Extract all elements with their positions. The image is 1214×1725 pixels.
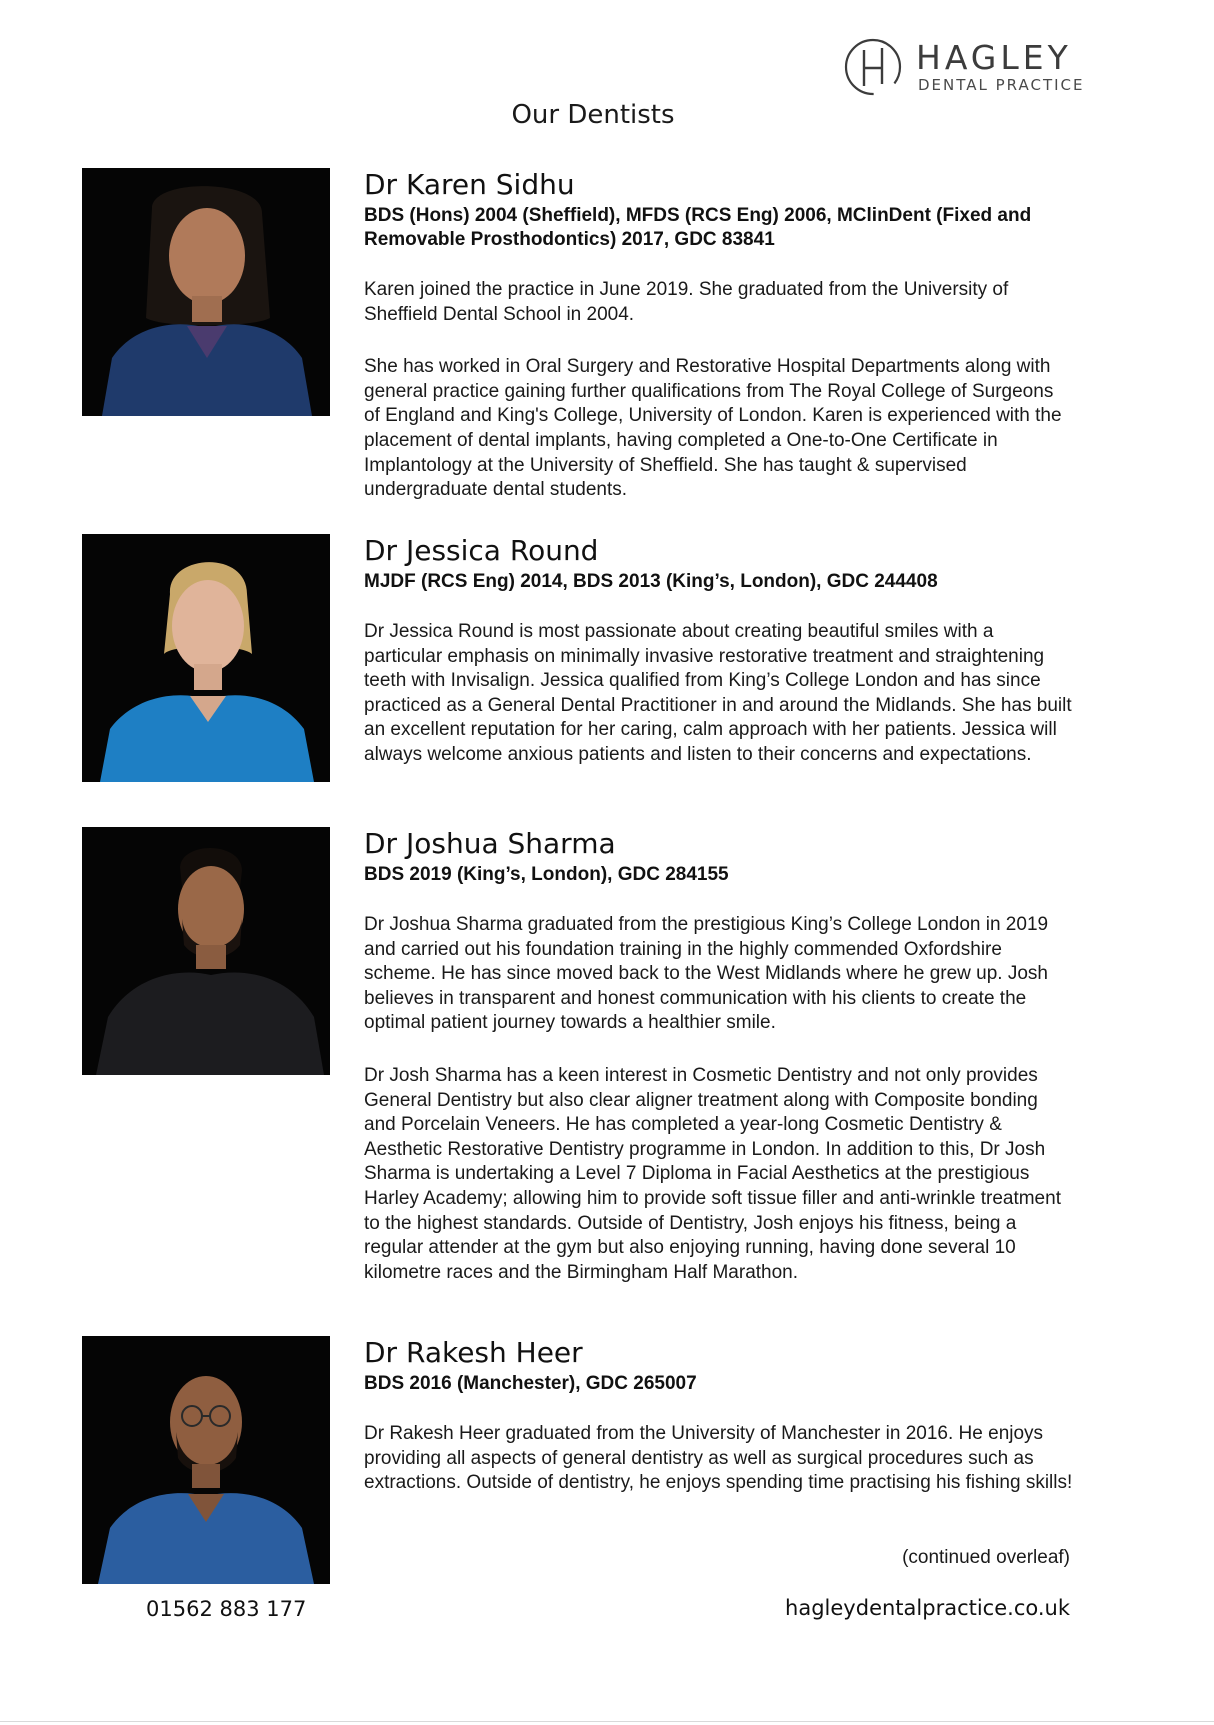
dentist-bio-paragraph: Dr Rakesh Heer graduated from the University of Manchester in 2016. He enjoys providing all aspects of general dentistry as well as surgical procedures such as extractions. Outside of dentistry, he enjoys spending time practising his fishing skills!: [364, 1423, 1073, 1494]
continued-overleaf-note: (continued overleaf): [902, 1547, 1070, 1568]
dentist-name: Dr Joshua Sharma: [364, 827, 616, 860]
portrait-photo-icon: [82, 827, 330, 1075]
dentist-name: Dr Rakesh Heer: [364, 1336, 583, 1369]
portrait-photo-icon: [82, 168, 330, 416]
dentist-photo: [82, 827, 330, 1075]
dentist-qualifications: MJDF (RCS Eng) 2014, BDS 2013 (King’s, London), GDC 244408: [364, 571, 938, 592]
dentist-info: [364, 1336, 1074, 1496]
dentist-qualifications: BDS 2019 (King’s, London), GDC 284155: [364, 864, 729, 885]
logo-name: HAGLEY: [916, 38, 1072, 77]
page-bottom-divider: [0, 1721, 1214, 1722]
dentist-photo: [82, 1336, 330, 1584]
dentist-bio-paragraph: She has worked in Oral Surgery and Restorative Hospital Departments along with general practice gaining further qualifications from The Royal College of Surgeons of England and King's College, University of London. Karen is experienced with the placement of dental implants, having completed a One-to-One Certificate in Implantology at the University of Sheffield. She has taught & supervised undergraduate dental students.: [364, 356, 1062, 501]
dentist-info: [364, 168, 1074, 503]
dentist-bio-paragraph: Dr Jessica Round is most passionate about creating beautiful smiles with a particular emphasis on minimally invasive restorative treatment and straightening teeth with Invisalign. Jessica qualified from King’s College London and has since practiced as a General Dental Practitioner in and around the Midlands. She has built an excellent reputation for her caring, calm approach with her patients. Jessica will always welcome anxious patients and listen to their concerns and expectations.: [364, 621, 1072, 765]
page-title: Our Dentists: [511, 100, 675, 130]
dentist-name: Dr Jessica Round: [364, 534, 599, 567]
dentist-qualifications: BDS 2016 (Manchester), GDC 265007: [364, 1373, 697, 1394]
dentist-qualifications: BDS (Hons) 2004 (Sheffield), MFDS (RCS Eng) 2006, MClinDent (Fixed and Removable Prosthodontics) 2017, GDC 83841: [364, 205, 1032, 250]
dentist-info: [364, 534, 1074, 768]
portrait-photo-icon: [82, 534, 330, 782]
dentist-photo: [82, 534, 330, 782]
dentist-info: [364, 827, 1074, 1285]
dentist-bio-paragraph: Dr Josh Sharma has a keen interest in Cosmetic Dentistry and not only provides General Dentistry but also clear aligner treatment along with Composite bonding and Porcelain Veneers. He has completed a year-long Cosmetic Dentistry & Aesthetic Restorative Dentistry programme in London. In addition to this, Dr Josh Sharma is undertaking a Level 7 Diploma in Facial Aesthetics at the prestigious Harley Academy; allowing him to provide soft tissue filler and anti-wrinkle treatment to the highest standards. Outside of Dentistry, Josh enjoys his fitness, being a regular attender at the gym but also enjoying running, having done several 10 kilometre races and the Birmingham Half Marathon.: [364, 1064, 1061, 1283]
logo-h-icon: [842, 36, 904, 98]
dentist-name: Dr Karen Sidhu: [364, 168, 575, 201]
practice-logo: [842, 36, 1085, 100]
dentist-bio-paragraph: Dr Joshua Sharma graduated from the prestigious King’s College London in 2019 and carried out his foundation training in the highly commended Oxfordshire scheme. He has since moved back to the West Midlands where he grew up. Josh believes in transparent and honest communication with his clients to create the optimal patient journey towards a healthier smile.: [364, 914, 1049, 1034]
dentist-photo: [82, 168, 330, 416]
logo-subtitle: DENTAL PRACTICE: [918, 76, 1085, 94]
portrait-photo-icon: [82, 1336, 330, 1584]
dentist-bio-paragraph: Karen joined the practice in June 2019. She graduated from the University of Sheffield Dental School in 2004.: [364, 279, 1009, 325]
footer-website-link[interactable]: hagleydentalpractice.co.uk: [785, 1596, 1070, 1620]
footer-phone: 01562 883 177: [146, 1597, 307, 1621]
